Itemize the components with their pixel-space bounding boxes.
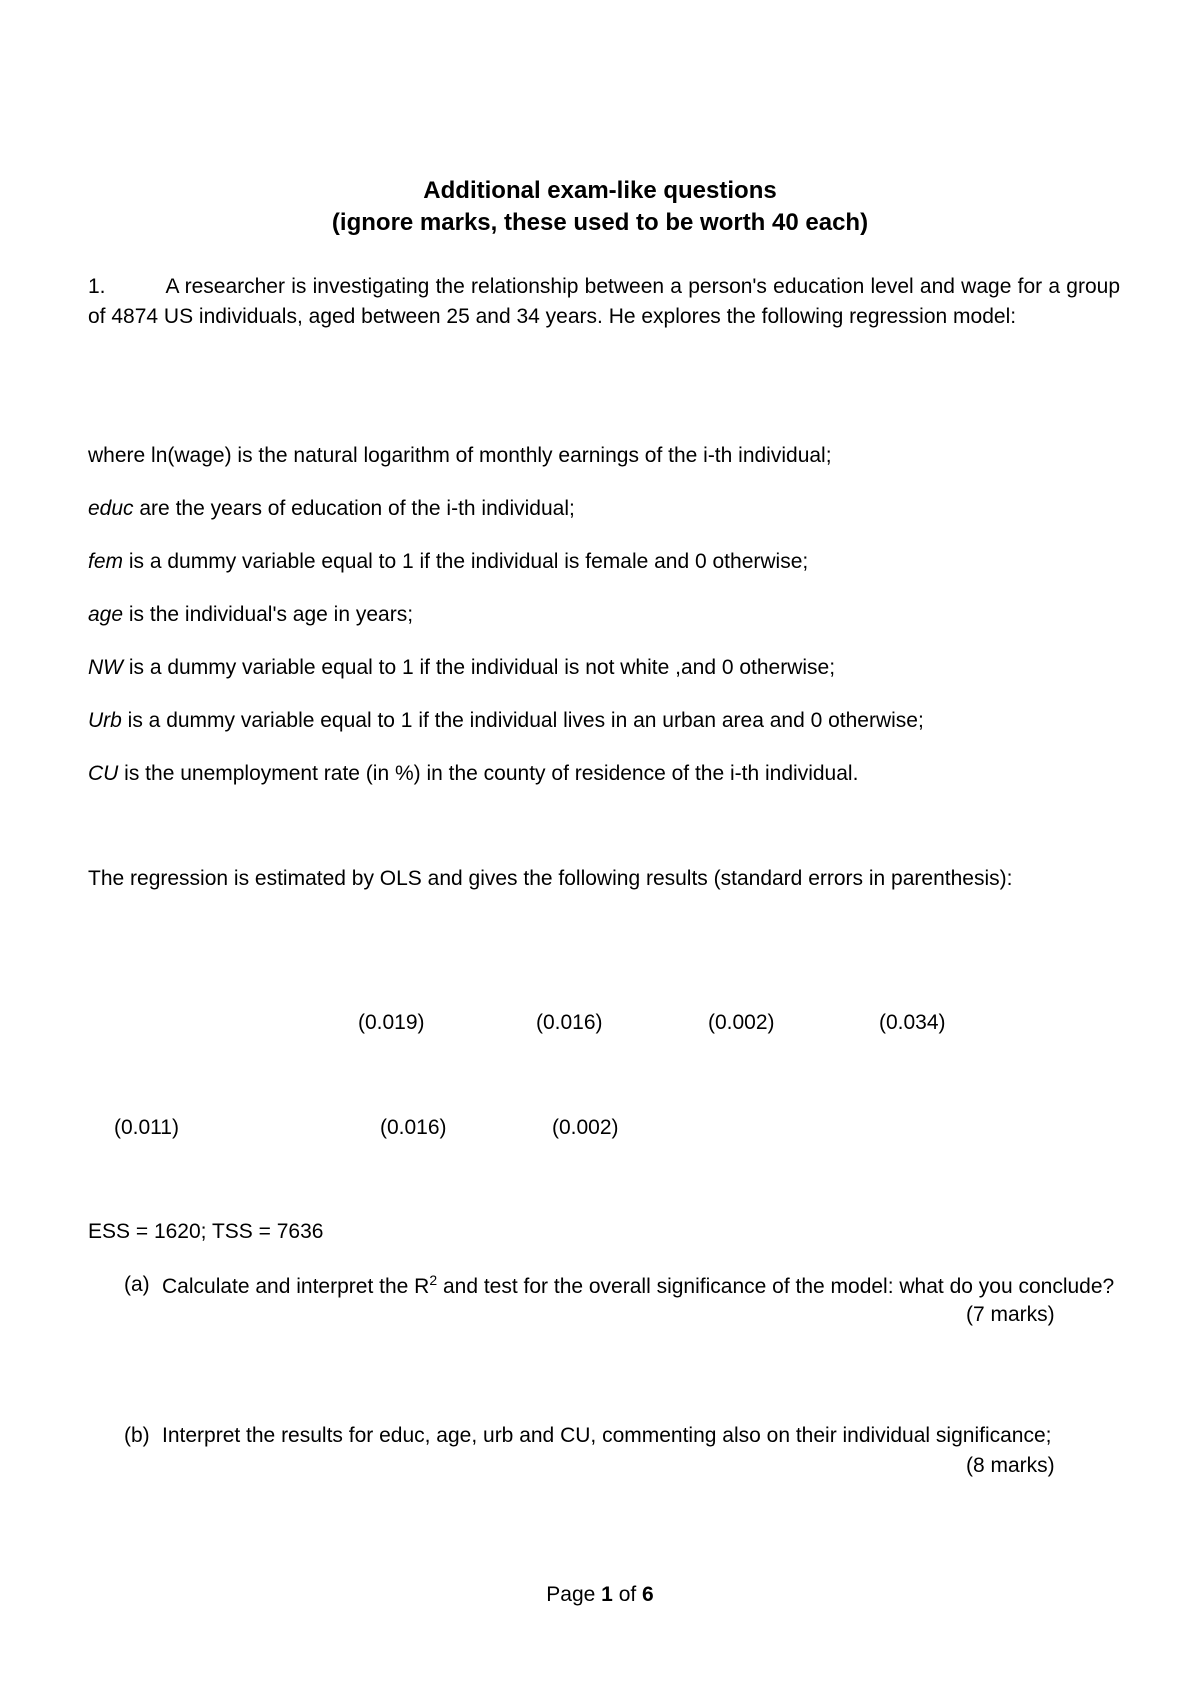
footer-total-pages: 6 xyxy=(642,1583,654,1606)
std-error: (0.016) xyxy=(380,1116,447,1139)
variable-urb: Urb xyxy=(88,709,122,732)
definition-cu xyxy=(88,759,858,789)
question-intro-text: A researcher is investigating the relationship between a person's education level and wage for a group of 4874 US individuals, aged between 25 and 34 years. He explores the following regression model: xyxy=(88,275,1120,329)
std-error: (0.011) xyxy=(114,1116,179,1139)
definition-urb-text: is a dummy variable equal to 1 if the individual lives in an urban area and 0 otherwise; xyxy=(121,709,924,732)
ess-tss-line: ESS = 1620; TSS = 7636 xyxy=(88,1220,324,1243)
part-a-text-end: and test for the overall significance of the model: what do you conclude? xyxy=(437,1275,1115,1298)
variable-age: age xyxy=(88,603,124,626)
part-b-marks: (8 marks) xyxy=(966,1454,1055,1477)
page-footer xyxy=(0,1580,1200,1610)
variable-nw: NW xyxy=(88,656,123,679)
regression-intro: The regression is estimated by OLS and gives the following results (standard errors in parenthesis): xyxy=(88,867,1013,890)
std-error: (0.002) xyxy=(552,1116,619,1139)
definition-nw xyxy=(88,653,835,683)
definition-age xyxy=(88,600,413,630)
definition-urb xyxy=(88,706,924,736)
part-b-text: Interpret the results for educ, age, urb and CU, commenting also on their individual significance; xyxy=(162,1424,1052,1447)
variable-cu: CU xyxy=(88,762,119,785)
definition-fem xyxy=(88,547,808,577)
definition-cu-text: is the unemployment rate (in %) in the county of residence of the i-th individual. xyxy=(118,762,859,785)
footer-of-word: of xyxy=(618,1583,637,1606)
part-a-label: (a) xyxy=(124,1273,150,1296)
footer-page-word: Page xyxy=(546,1583,596,1606)
question-1-intro xyxy=(88,272,1120,333)
definition-educ xyxy=(88,494,575,524)
variable-educ: educ xyxy=(88,497,134,520)
std-error: (0.002) xyxy=(708,1011,775,1034)
footer-page-number: 1 xyxy=(601,1583,613,1606)
document-title: Additional exam-like questions xyxy=(423,177,777,204)
part-a-marks: (7 marks) xyxy=(966,1303,1055,1326)
std-error: (0.034) xyxy=(879,1011,946,1034)
definition-fem-text: is a dummy variable equal to 1 if the individual is female and 0 otherwise; xyxy=(123,550,809,573)
definition-wage: where ln(wage) is the natural logarithm of monthly earnings of the i-th individual; xyxy=(88,444,832,467)
std-error: (0.019) xyxy=(358,1011,425,1034)
definition-age-text: is the individual's age in years; xyxy=(123,603,414,626)
superscript-2: 2 xyxy=(429,1272,438,1288)
question-number: 1. xyxy=(88,275,106,298)
part-a-text xyxy=(162,1270,1120,1302)
definition-educ-text: are the years of education of the i-th individual; xyxy=(133,497,575,520)
variable-fem: fem xyxy=(88,550,124,573)
document-subtitle: (ignore marks, these used to be worth 40 each) xyxy=(331,209,869,236)
part-b-label: (b) xyxy=(124,1424,150,1447)
std-error: (0.016) xyxy=(536,1011,603,1034)
part-a-text-start: Calculate and interpret the R xyxy=(162,1275,430,1298)
definition-nw-text: is a dummy variable equal to 1 if the individual is not white ,and 0 otherwise; xyxy=(123,656,836,679)
